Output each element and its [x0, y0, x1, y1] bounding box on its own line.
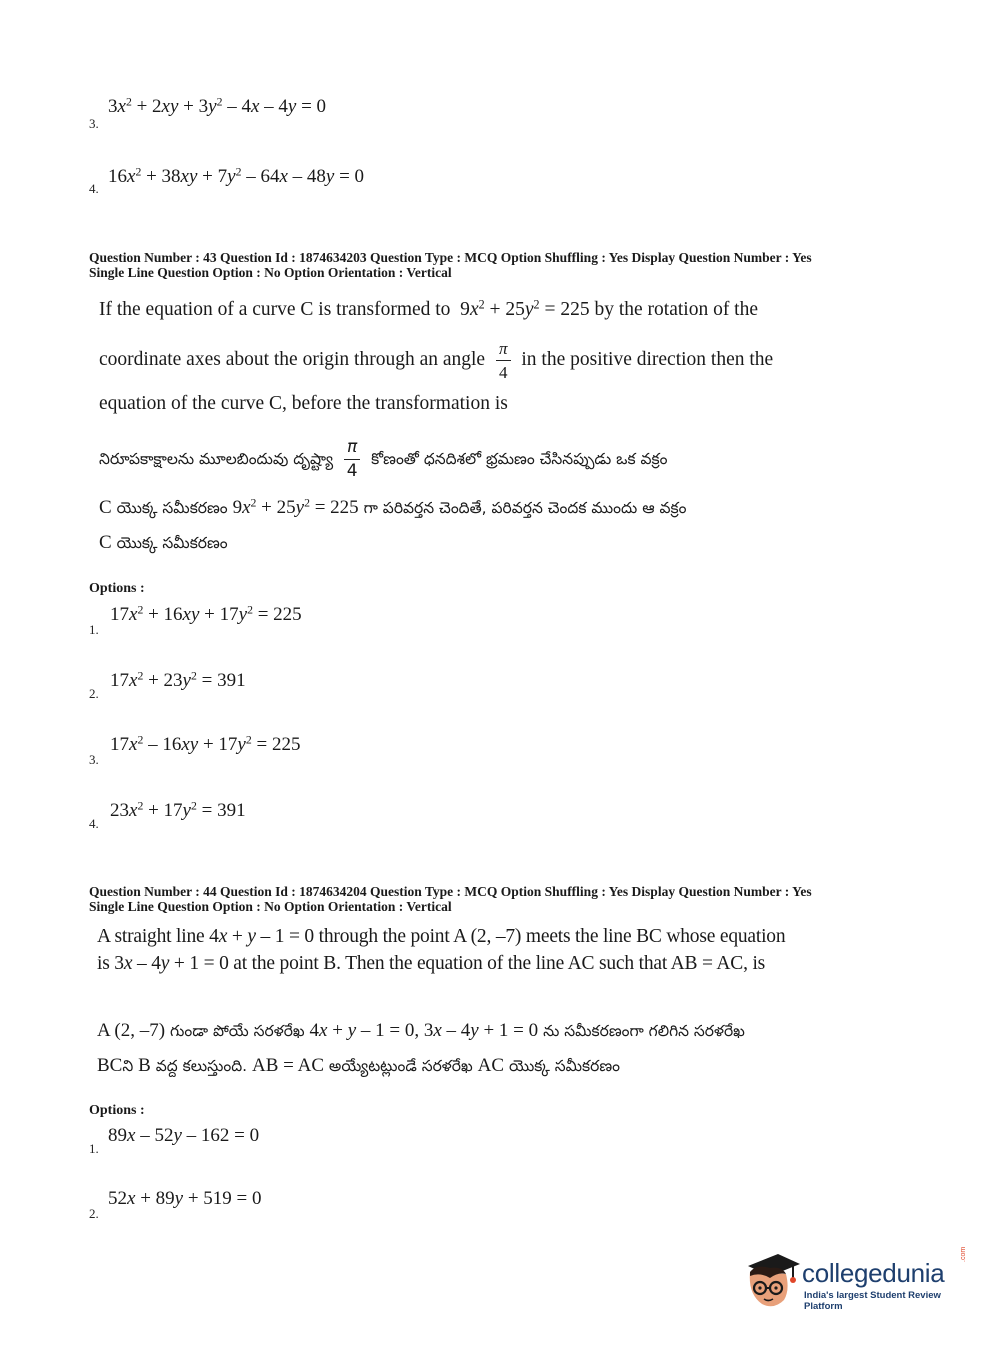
q43-english-line2: coordinate axes about the origin through an angle $\frac{\pi}{4}$ in the positive direction then the: [99, 339, 774, 382]
q44-telugu-line2: BCని B వద్ద కలుస్తుంది. AB = AC అయ్యేటట్లుండే సరళరేఖ AC యొక్క సమీకరణం: [97, 1055, 620, 1076]
prev-option-3: $3x^2 + 2xy + 3y^2 - 4x - 4y = 0$: [108, 95, 327, 117]
pi-over-4-fraction: $\frac{\pi}{4}$: [496, 340, 511, 381]
q43-meta-line2: Single Line Question Option : No Option Orientation : Vertical: [89, 265, 452, 280]
prev-option-number-3: 3.: [89, 116, 99, 131]
q43-option-2[interactable]: $17x^2 + 23y^2 = 391$: [110, 669, 246, 691]
q44-english-line2: is 3x – 4y + 1 = 0 at the point B. Then the equation of the line AC such that AB = AC, is: [97, 953, 766, 974]
prev-option-4: $16x^2 + 38xy + 7y^2 - 64x - 48y = 0$: [108, 165, 365, 187]
q44-english-line1: A straight line 4x + y – 1 = 0 through the point A (2, –7) meets the line BC whose equation: [97, 926, 786, 947]
q44-option-number-2: 2.: [89, 1206, 99, 1221]
q44-telugu-line1: A (2, –7) గుండా పోయే సరళరేఖ 4x + y – 1 = 0, 3x – 4y + 1 = 0 ను సమీకరణంగా గలిగిన సరళరేఖ: [97, 1020, 745, 1041]
q43-telugu-line3: C యొక్క సమీకరణం: [99, 532, 228, 553]
q43-option-number-1: 1.: [89, 622, 99, 637]
q43-option-number-2: 2.: [89, 686, 99, 701]
q44-option-2[interactable]: 52x + 89y + 519 = 0: [108, 1188, 262, 1209]
q43-english-line1: If the equation of a curve C is transformed to $9x^2 + 25y^2 = 225$ by the rotation of the: [99, 297, 759, 320]
q43-telugu-line1: నిరూపకాక్షాలను మూలబిందువు దృష్ట్యా $\frac{\pi}{4}$ కోణంతో ధనదిశలో భ్రమణం చేసినప్పుడు ఒక వక్రం: [99, 437, 668, 481]
q43-english-line3: equation of the curve C, before the transformation is: [99, 393, 508, 414]
brand-suffix: .com: [960, 1246, 967, 1262]
q44-option-number-1: 1.: [89, 1141, 99, 1156]
q43-meta-line1: Question Number : 43 Question Id : 1874634203 Question Type : MCQ Option Shuffling : Yes Display Question Number : Yes: [89, 250, 812, 265]
prev-option-number-4: 4.: [89, 181, 99, 196]
brand-tagline: India's largest Student Review Platform: [804, 1290, 941, 1312]
q43-option-4[interactable]: $23x^2 + 17y^2 = 391$: [110, 799, 246, 821]
pi-over-4-fraction-te: $\frac{\pi}{4}$: [344, 439, 360, 480]
q43-telugu-line2: C యొక్క సమీకరణం $9x^2 + 25y^2 = 225$ గా పరివర్తన చెందితే, పరివర్తన చెందక ముందు ఆ వక్రం: [99, 496, 687, 518]
mascot-icon: [742, 1250, 800, 1312]
q43-option-number-4: 4.: [89, 816, 99, 831]
brand-name: collegedunia: [802, 1258, 945, 1288]
q44-meta-line2: Single Line Question Option : No Option Orientation : Vertical: [89, 899, 452, 914]
q44-options-label: Options :: [89, 1103, 145, 1118]
q43-option-1[interactable]: $17x^2 + 16xy + 17y^2 = 225$: [110, 603, 302, 625]
q43-options-label: Options :: [89, 581, 145, 596]
q43-option-3[interactable]: $17x^2 - 16xy + 17y^2 = 225$: [110, 733, 301, 755]
q44-option-1[interactable]: 89x – 52y – 162 = 0: [108, 1125, 260, 1146]
collegedunia-watermark: [742, 1246, 972, 1312]
q43-option-number-3: 3.: [89, 752, 99, 767]
q44-meta-line1: Question Number : 44 Question Id : 1874634204 Question Type : MCQ Option Shuffling : Yes Display Question Number : Yes: [89, 884, 812, 899]
